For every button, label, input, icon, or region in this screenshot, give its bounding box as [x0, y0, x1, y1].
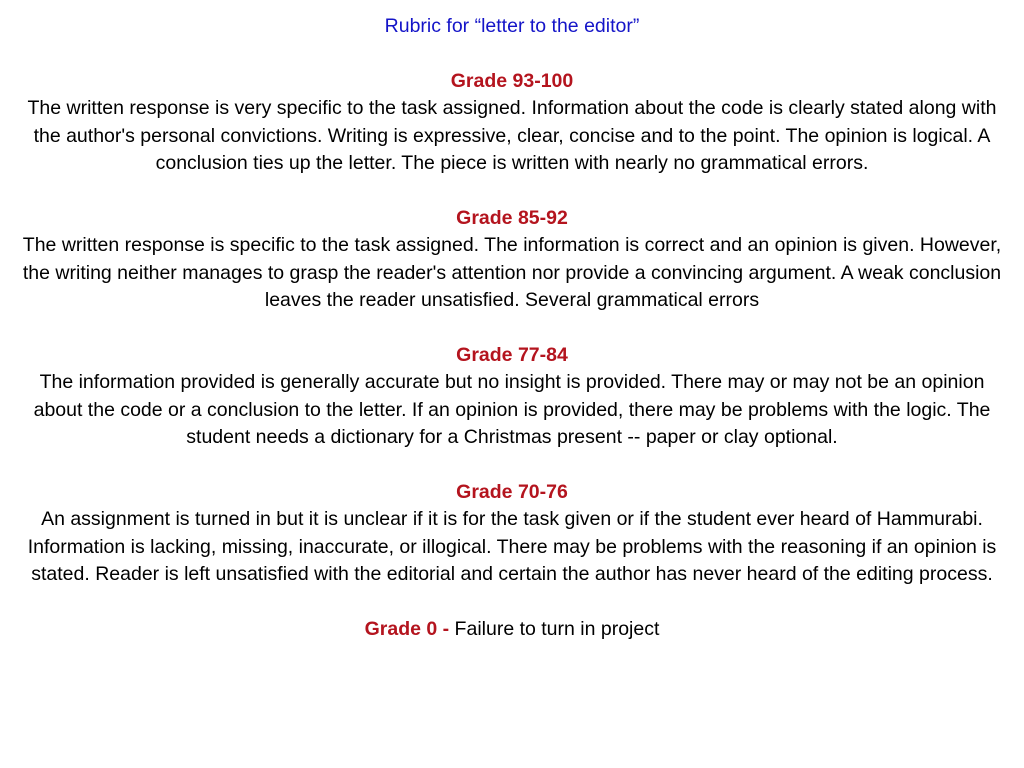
grade-section-85-92 — [0, 205, 1024, 315]
grade-heading: Grade 93-100 — [450, 69, 574, 92]
grade-description: An assignment is turned in but it is unclear if it is for the task given or if the student ever heard of Hammurabi. Information is lacking, missing, inaccurate, or illogical. There may be problems with the reasoning if an opinion is stated. Reader is left unsatisfied with the editorial and certain the author has never heard of the editing process. — [27, 508, 997, 586]
spacer — [0, 40, 1024, 67]
grade-description: The written response is very specific to the task assigned. Information about the code is clearly stated along with the author's personal convictions. Writing is expressive, clear, concise and to the point. The opinion is logical. A conclusion ties up the letter. The piece is written with nearly no grammatical errors. — [27, 97, 997, 174]
grade-section-70-76 — [0, 479, 1024, 589]
page-title: Rubric for “letter to the editor” — [384, 15, 640, 37]
spacer — [0, 588, 1024, 615]
spacer — [0, 177, 1024, 204]
grade-description: The information provided is generally accurate but no insight is provided. There may or may not be an opinion about the code or a conclusion to the letter. If an opinion is provided, there may be problems with the logic. The student needs a dictionary for a Christmas present -- paper or clay optional. — [33, 371, 991, 449]
grade-heading: Grade 85-92 — [456, 206, 568, 229]
grade-heading: Grade 0 - — [364, 617, 450, 640]
grade-description: Failure to turn in project — [449, 617, 660, 640]
rubric-document — [0, 13, 1024, 643]
grade-section-0 — [0, 616, 1024, 643]
grade-description: The written response is specific to the task assigned. The information is correct and an opinion is given. However, the writing neither manages to grasp the reader's attention nor provide a convincing argument. A weak conclusion leaves the reader unsatisfied. Several grammatical errors — [22, 234, 1002, 312]
spacer — [0, 451, 1024, 478]
grade-section-77-84 — [0, 342, 1024, 452]
spacer — [0, 314, 1024, 341]
grade-section-93-100 — [0, 68, 1024, 178]
grade-heading: Grade 70-76 — [456, 480, 568, 503]
grade-heading: Grade 77-84 — [456, 343, 568, 366]
